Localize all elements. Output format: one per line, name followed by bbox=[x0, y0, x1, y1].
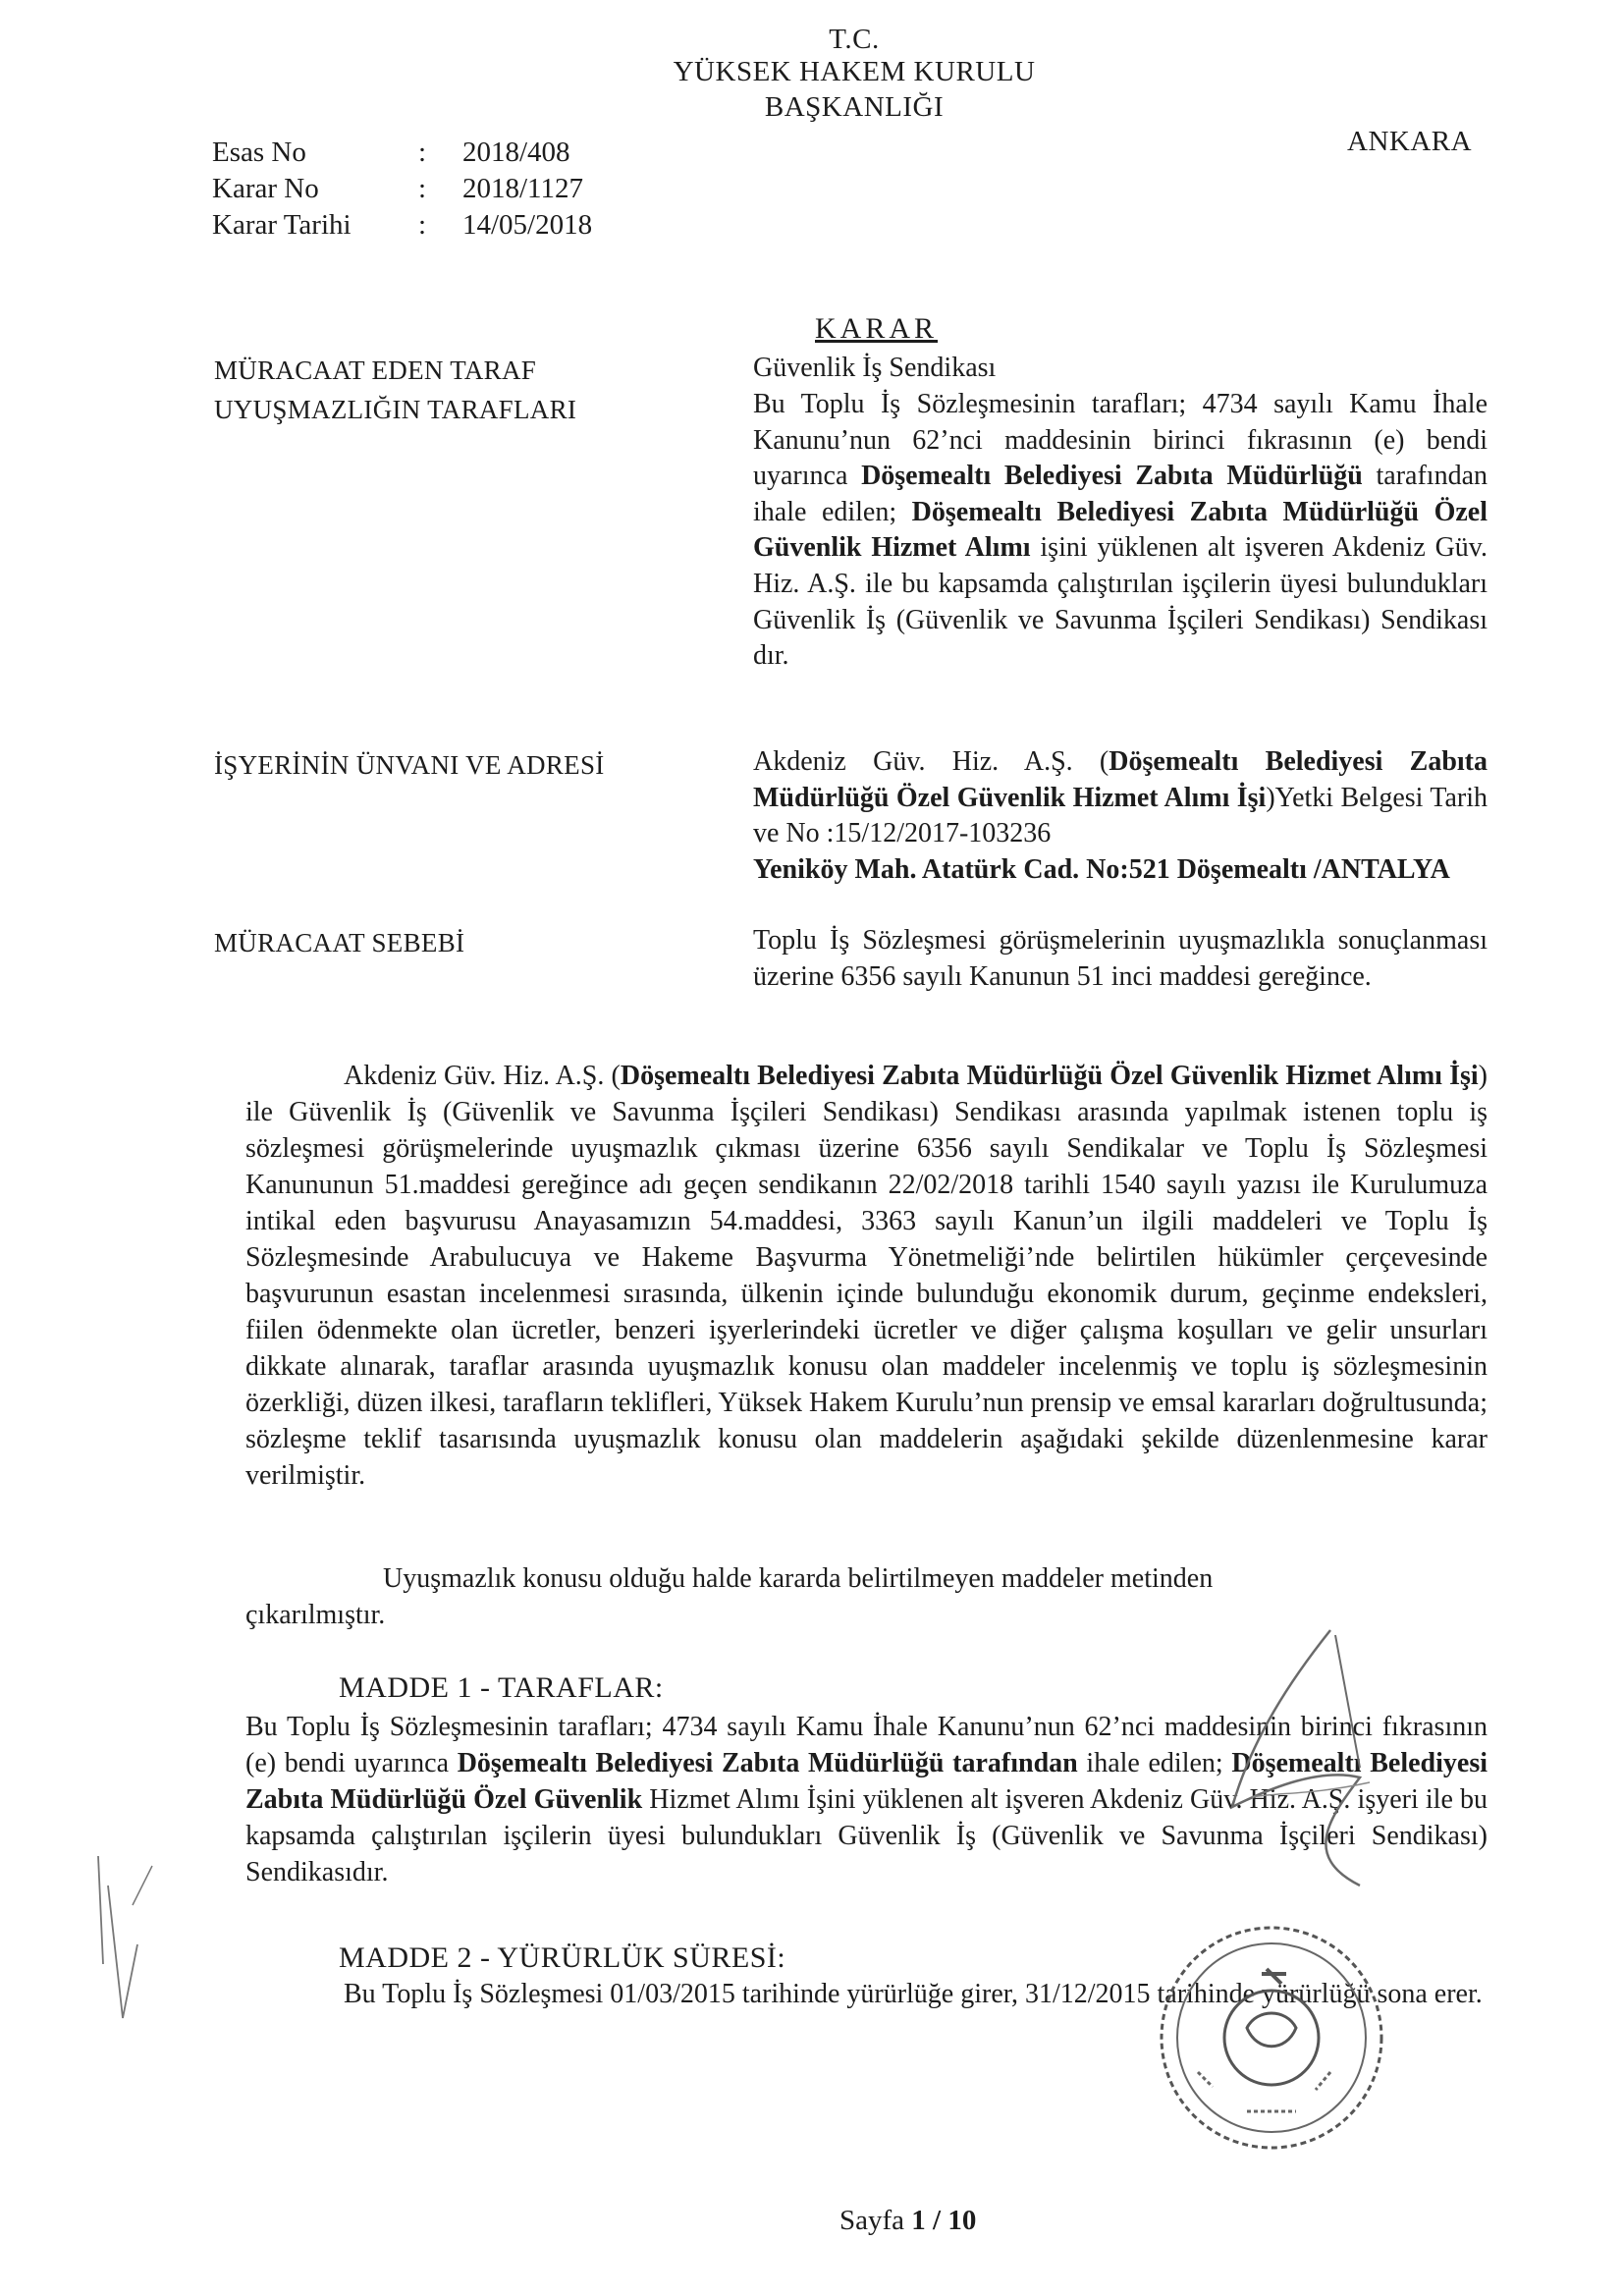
colon: : bbox=[418, 209, 427, 241]
workplace-address: Yeniköy Mah. Atatürk Cad. No:521 Döşemealtı /ANTALYA bbox=[753, 854, 1450, 885]
total-pages: 10 bbox=[947, 2205, 977, 2236]
header-city: ANKARA bbox=[1347, 126, 1473, 157]
article-2-paragraph: Bu Toplu İş Sözleşmesi 01/03/2015 tarihinde yürürlüğe girer, 31/12/2015 tarihinde yürürlüğü sona erer. bbox=[344, 1979, 1483, 2009]
applicant-label: MÜRACAAT EDEN TARAF bbox=[214, 355, 537, 385]
parties-label: UYUŞMAZLIĞIN TARAFLARI bbox=[214, 395, 577, 424]
parties-text bbox=[753, 387, 1488, 675]
colon: : bbox=[418, 173, 427, 204]
text-run: Hizmet Alımı İşini yüklenen alt işveren Akdeniz Güv. Hiz. A.Ş. işyeri ile bu kapsamda çalıştırılan işçilerin üyesi bulundukları Güvenlik İş (Güvenlik ve Savunma İşçileri Sendikası) Sendikasıdır. bbox=[245, 1784, 1488, 1887]
workplace-text bbox=[753, 744, 1488, 852]
esas-no-label: Esas No bbox=[212, 137, 306, 168]
bold-run: Döşemealtı Belediyesi Zabıta Müdürlüğü Özel Güvenlik Hizmet Alımı İşi bbox=[620, 1061, 1479, 1091]
text-run: Akdeniz Güv. Hiz. A.Ş. ( bbox=[344, 1061, 621, 1091]
page-separator: / bbox=[925, 2205, 948, 2236]
karar-tarihi-row bbox=[212, 206, 592, 244]
article-2-title: MADDE 2 - YÜRÜRLÜK SÜRESİ: bbox=[339, 1941, 786, 1974]
text-run: )Yetki Belgesi Tarih ve No :15/12/2017-103236 bbox=[753, 782, 1488, 849]
article-1-title: MADDE 1 - TARAFLAR: bbox=[339, 1671, 664, 1704]
note-line-2: çıkarılmıştır. bbox=[245, 1600, 386, 1630]
header-office: BAŞKANLIĞI bbox=[764, 91, 945, 123]
workplace-label: İŞYERİNİN ÜNVANI VE ADRESİ bbox=[214, 750, 605, 780]
esas-no-row bbox=[212, 134, 570, 171]
current-page: 1 bbox=[911, 2205, 926, 2236]
bold-run: Döşemealtı Belediyesi Zabıta Müdürlüğü Özel Güvenlik Hizmet Alımı İşi bbox=[753, 746, 1488, 813]
text-run: tarafından ihale edilen; bbox=[753, 461, 1488, 527]
text-run: Bu Toplu İş Sözleşmesinin tarafları; 4734 sayılı Kamu İhale Kanunu’nun 62’nci maddesinin birinci fıkrasının (e) bendi uyarınca bbox=[753, 389, 1488, 492]
decision-title: KARAR bbox=[815, 312, 939, 345]
text-run: ) ile Güvenlik İş (Güvenlik ve Savunma İşçileri Sendikası) Sendikası arasında yapılmak istenen toplu iş sözleşmesi görüşmelerinde uyuşmazlık çıkması üzerine 6356 sayılı Sendikalar ve Toplu İş Sözleşmesi Kanununun 51.maddesi gereğince adı geçen sendikanın 22/02/2018 tarihli 1540 sayılı yazısı ile Kurulumuza intikal eden başvurusu Anayasamızın 54.maddesi, 3363 sayılı Kanun’un ilgili maddeleri ve Toplu İş Sözleşmesinde Arabulucuya ve Hakeme Başvurma Yönetmeliği’nde belirtilen hükümler çerçevesinde başvurunun esastan incelenmesi sırasında, ülkenin içinde bulunduğu ekonomik durum, geçinme endeksleri, fiilen ödenmekte olan ücretler, benzeri işyerlerindeki ücretler ve diğer çalışma koşulları ve gelir unsurları dikkate alınarak, taraflar arasında uyuşmazlık konusu olan maddeler incelenmiş ve toplu iş sözleşmesinin özerkliği, düzen ilkesi, tarafların teklifleri, Yüksek Hakem Kurulu’nun prensip ve emsal kararları doğrultusunda; sözleşme teklif tasarısında uyuşmazlık konusu olan maddelerin aşağıdaki şekilde düzenlenmesine karar verilmiştir. bbox=[245, 1061, 1488, 1491]
karar-tarihi-value: 14/05/2018 bbox=[462, 209, 593, 241]
applicant-value: Güvenlik İş Sendikası bbox=[753, 353, 997, 383]
header-country: T.C. bbox=[829, 24, 880, 55]
intro-paragraph bbox=[245, 1058, 1488, 1494]
page-number bbox=[839, 2205, 976, 2237]
karar-no-label: Karar No bbox=[212, 173, 319, 204]
text-run: işini yüklenen alt işveren Akdeniz Güv. Hiz. A.Ş. ile bu kapsamda çalıştırılan işçilerin üyesi bulundukları Güvenlik İş (Güvenlik ve Savunma İşçileri Sendikası) Sendikası dır. bbox=[753, 532, 1488, 672]
bold-run: Döşemealtı Belediyesi Zabıta Müdürlüğü Özel Güvenlik Hizmet Alımı bbox=[753, 496, 1488, 564]
esas-no-value: 2018/408 bbox=[462, 137, 570, 168]
header-institution: YÜKSEK HAKEM KURULU bbox=[673, 56, 1036, 87]
karar-no-row bbox=[212, 170, 583, 207]
signature-icon bbox=[1213, 1620, 1409, 1895]
bold-run: Döşemealtı Belediyesi Zabıta Müdürlüğü tarafından bbox=[457, 1748, 1078, 1778]
karar-no-value: 2018/1127 bbox=[462, 173, 583, 204]
bold-run: Döşemealtı Belediyesi Zabıta Müdürlüğü bbox=[861, 461, 1363, 492]
page-prefix: Sayfa bbox=[839, 2205, 912, 2236]
reason-text: Toplu İş Sözleşmesi görüşmelerinin uyuşmazlıkla sonuçlanması üzerine 6356 sayılı Kanunun 51 inci maddesi gereğince. bbox=[753, 925, 1488, 992]
reason-label: MÜRACAAT SEBEBİ bbox=[214, 928, 465, 957]
margin-mark-icon bbox=[79, 1846, 167, 2033]
karar-tarihi-label: Karar Tarihi bbox=[212, 209, 352, 241]
colon: : bbox=[418, 137, 427, 168]
note-line-1: Uyuşmazlık konusu olduğu halde kararda belirtilmeyen maddeler metinden bbox=[383, 1563, 1214, 1594]
bold-run: Döşemealtı Belediyesi Zabıta Müdürlüğü Özel Güvenlik bbox=[245, 1748, 1488, 1815]
text-run: Bu Toplu İş Sözleşmesinin tarafları; 4734 sayılı Kamu İhale Kanunu’nun 62’nci maddesinin birinci fıkrasının (e) bendi uyarınca bbox=[245, 1712, 1488, 1778]
text-run: Akdeniz Güv. Hiz. A.Ş. ( bbox=[753, 746, 1109, 777]
official-seal-icon bbox=[1139, 1915, 1404, 2160]
text-run: ihale edilen; bbox=[1077, 1748, 1232, 1778]
